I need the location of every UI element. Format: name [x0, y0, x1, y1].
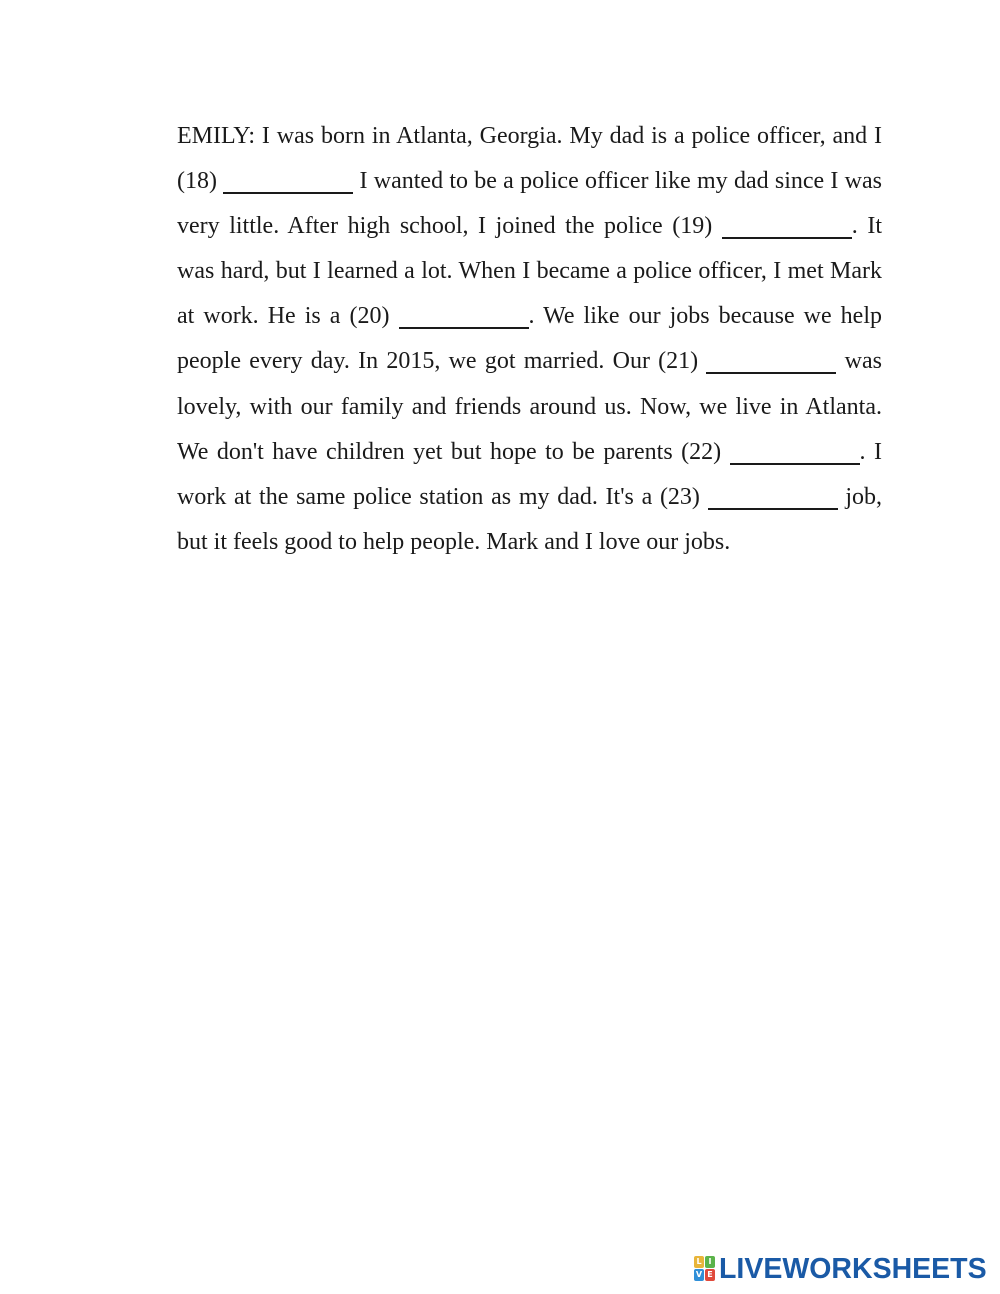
- blank-19-input[interactable]: [722, 215, 852, 239]
- passage-segment: . It was hard, but I learned a lot. When I became a police officer, I met Mark at work. He is a (20): [177, 213, 882, 330]
- blank-22-input[interactable]: [730, 441, 860, 465]
- liveworksheets-logo-text: LIVEWORKSHEETS: [719, 1253, 987, 1285]
- reading-passage: [177, 114, 882, 565]
- passage-segment: . We like our jobs because we help people every day. In 2015, we got married. Our (21): [177, 303, 883, 375]
- passage-segment: EMILY: I was born in Atlanta, Georgia. My dad is a police officer, and I (18): [177, 123, 882, 195]
- logo-tile-e: E: [705, 1269, 715, 1281]
- passage-segment: was lovely, with our family and friends around us. Now, we live in Atlanta. We don't have children yet but hope to be parents (22): [177, 348, 882, 465]
- passage-segment: I wanted to be a police officer like my dad since I was very little. After high school, I joined the police (19): [177, 168, 882, 240]
- blank-23-input[interactable]: [708, 486, 838, 510]
- blank-18-input[interactable]: [223, 170, 353, 194]
- liveworksheets-logo: [694, 1252, 987, 1286]
- passage-segment: job, but it feels good to help people. Mark and I love our jobs.: [177, 483, 882, 555]
- blank-20-input[interactable]: [399, 305, 529, 329]
- logo-tile-l: L: [694, 1256, 704, 1268]
- blank-21-input[interactable]: [706, 350, 836, 374]
- logo-tile-v: V: [695, 1270, 703, 1279]
- logo-tile-i: I: [705, 1256, 715, 1268]
- liveworksheets-logo-icon: [694, 1256, 716, 1282]
- passage-segment: . I work at the same police station as my dad. It's a (23): [177, 438, 882, 510]
